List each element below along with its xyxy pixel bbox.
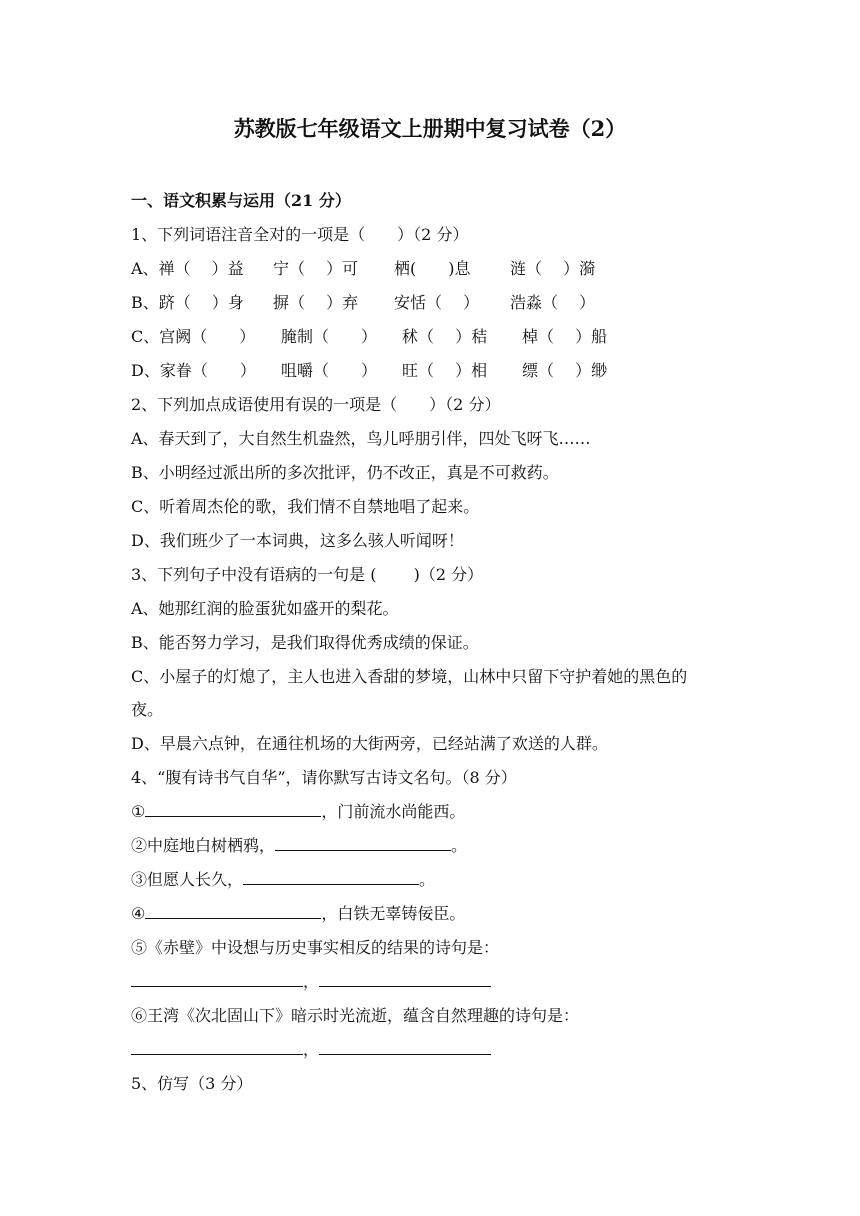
page-title: 苏教版七年级语文上册期中复习试卷（2） (233, 116, 627, 141)
poem-item-4 (131, 902, 465, 926)
poem-item-5-answers (131, 970, 491, 994)
poem-item-3 (131, 868, 435, 892)
option-word: 棹（ ）船 (522, 327, 608, 346)
option-word: 宁（ ）可 (273, 259, 359, 278)
question-2-option-d: D、我们班少了一本词典，这多么骇人听闻呀！ (131, 531, 464, 550)
option-word: 涟（ ）漪 (510, 259, 596, 278)
option-word: 浩淼（ ） (510, 293, 596, 312)
answer-blank[interactable] (145, 800, 321, 817)
question-2-option-c: C、听着周杰伦的歌，我们情不自禁地唱了起来。 (131, 497, 480, 516)
item-suffix: ，白铁无辜铸佞臣。 (321, 904, 466, 923)
option-word: 咀嚼（ ） (281, 361, 378, 380)
question-1-option-a (131, 257, 595, 281)
question-3-option-c-cont: 夜。 (131, 700, 164, 719)
poem-item-5: ⑤《赤壁》中设想与历史事实相反的结果的诗句是： (131, 938, 500, 957)
answer-blank[interactable] (319, 970, 491, 987)
option-word: 安恬（ ） (394, 293, 480, 312)
question-3-stem: 3、下列句子中没有语病的一句是 ( )（2 分） (131, 565, 484, 584)
option-word: A、禅（ ）益 (131, 259, 244, 278)
item-prefix: ②中庭地白树栖鸦， (131, 836, 276, 855)
option-word: 缥（ ）缈 (522, 361, 608, 380)
answer-blank[interactable] (131, 970, 303, 987)
answer-blank[interactable] (319, 1038, 491, 1055)
option-word: 摒（ ）弃 (273, 293, 359, 312)
question-2-stem: 2、下列加点成语使用有误的一项是（ ）（2 分） (131, 395, 501, 414)
answer-blank[interactable] (243, 868, 419, 885)
option-word: C、宫阙（ ） (131, 327, 256, 346)
option-word: B、跻（ ）身 (131, 293, 244, 312)
question-1-option-b (131, 291, 595, 315)
poem-item-1 (131, 800, 465, 824)
answer-blank[interactable] (145, 902, 321, 919)
answer-blank[interactable] (131, 1038, 303, 1055)
option-word: 栖( )息 (394, 259, 471, 278)
poem-item-6: ⑥王湾《次北固山下》暗示时光流逝，蕴含自然理趣的诗句是： (131, 1006, 580, 1025)
comma: ， (303, 972, 320, 991)
item-prefix: ① (131, 802, 146, 821)
question-2-option-b: B、小明经过派出所的多次批评，仍不改正，真是不可救药。 (131, 463, 559, 482)
option-word: 秫（ ）秸 (402, 327, 488, 346)
option-word: D、家眷（ ） (131, 361, 256, 380)
question-3-option-d: D、早晨六点钟，在通往机场的大街两旁，已经站满了欢送的人群。 (131, 734, 608, 753)
question-1-stem: 1、下列词语注音全对的一项是（ ）（2 分） (131, 225, 469, 244)
item-suffix: 。 (451, 836, 468, 855)
question-5-stem: 5、仿写（3 分） (131, 1074, 253, 1093)
answer-blank[interactable] (275, 834, 451, 851)
question-2-option-a: A、春天到了，大自然生机盎然，鸟儿呼朋引伴，四处飞呀飞…… (131, 429, 591, 448)
question-3-option-c: C、小屋子的灯熄了，主人也进入香甜的梦境，山林中只留下守护着她的黑色的 (131, 667, 688, 686)
option-word: 腌制（ ） (281, 327, 378, 346)
comma: ， (303, 1040, 320, 1059)
question-3-option-a: A、她那红润的脸蛋犹如盛开的梨花。 (131, 599, 399, 618)
poem-item-2 (131, 834, 467, 858)
question-1-option-d (131, 359, 607, 383)
item-suffix: ，门前流水尚能西。 (321, 802, 466, 821)
section-heading: 一、语文积累与运用（21 分） (131, 191, 351, 210)
poem-item-6-answers (131, 1038, 491, 1062)
item-suffix: 。 (419, 870, 436, 889)
option-word: 旺（ ）相 (402, 361, 488, 380)
item-prefix: ④ (131, 904, 146, 923)
item-prefix: ③但愿人长久， (131, 870, 244, 889)
question-4-stem: 4、“腹有诗书气自华”，请你默写古诗文名句。（8 分） (131, 768, 517, 787)
question-3-option-b: B、能否努力学习，是我们取得优秀成绩的保证。 (131, 633, 479, 652)
question-1-option-c (131, 325, 607, 349)
